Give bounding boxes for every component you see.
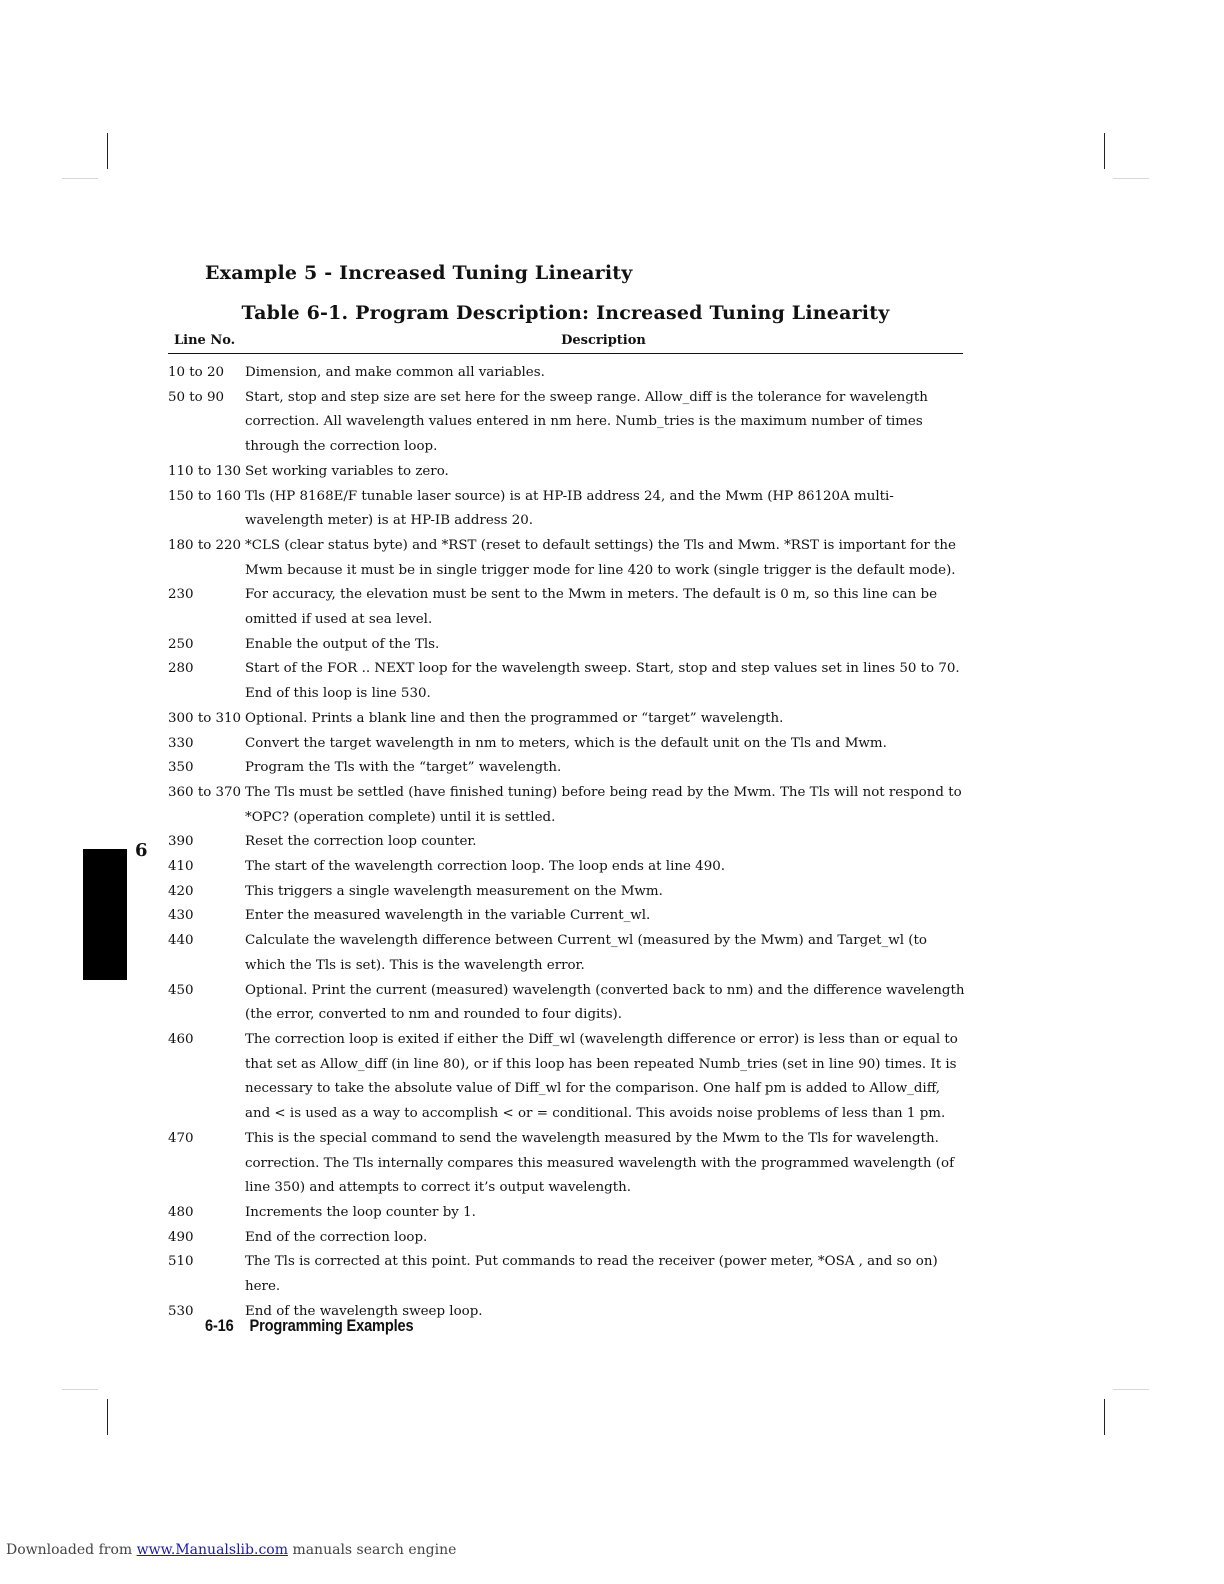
row-description: Tls (HP 8168E/F tunable laser source) is at HP-IB address 24, and the Mwm (HP 86120A multi-wavelength meter) is at HP-IB address 20. (245, 488, 894, 529)
row-description: Enable the output of the Tls. (245, 636, 440, 652)
table-header (168, 332, 963, 354)
row-description: The correction loop is exited if either the Diff_wl (wavelength difference or error) is less than or equal to that set as Allow_diff (in line 80), or if this loop has been repeated Numb_tries (set in line 90) times. It is necessary to take the absolute value of Diff_wl for the comparison. One half pm is added to Allow_diff, and < is used as a way to accomplish < or = conditional. This avoids noise problems of less than 1 pm. (245, 1031, 958, 1122)
row-line-no: 360 to 370 (168, 784, 242, 800)
row-line-no: 430 (168, 908, 194, 924)
table-row (168, 707, 968, 732)
row-description: Program the Tls with the “target” wavelength. (245, 760, 562, 776)
row-description: Enter the measured wavelength in the variable Current_wl. (245, 908, 651, 924)
row-line-no: 390 (168, 834, 194, 850)
crop-mark-bottom-left (107, 1399, 108, 1435)
row-line-no: 410 (168, 859, 194, 875)
row-line-no: 110 to 130 (168, 463, 242, 479)
row-line-no: 150 to 160 (168, 488, 242, 504)
row-description: Optional. Print the current (measured) wavelength (converted back to nm) and the difference wavelength (the error, converted to nm and rounded to four digits). (245, 982, 965, 1023)
crop-mark-bottom-left-h (62, 1389, 98, 1390)
row-line-no: 330 (168, 735, 194, 751)
crop-mark-top-left-h (62, 178, 98, 179)
manualslib-link[interactable]: www.Manualslib.com (136, 1542, 288, 1558)
page-footer (205, 1316, 413, 1336)
row-line-no: 250 (168, 636, 194, 652)
row-description: The Tls is corrected at this point. Put commands to read the receiver (power meter, *OSA , and so on) here. (245, 1254, 938, 1295)
row-line-no: 440 (168, 933, 194, 949)
row-description: Increments the loop counter by 1. (245, 1204, 476, 1220)
table-row (168, 855, 968, 880)
table-row (168, 534, 968, 583)
table-row (168, 460, 968, 485)
table-row (168, 929, 968, 978)
row-line-no: 50 to 90 (168, 389, 225, 405)
row-line-no: 450 (168, 982, 194, 998)
table-row (168, 732, 968, 757)
crop-mark-top-left (107, 133, 108, 169)
table-row (168, 583, 968, 632)
table-row (168, 1201, 968, 1226)
row-line-no: 10 to 20 (168, 365, 225, 380)
chapter-tab-number: 6 (135, 840, 148, 861)
row-line-no: 460 (168, 1031, 194, 1047)
table-caption: Table 6-1. Program Description: Increased Tuning Linearity (241, 302, 890, 324)
table-row (168, 1028, 968, 1127)
row-line-no: 350 (168, 760, 194, 776)
row-description: *CLS (clear status byte) and *RST (reset to default settings) the Tls and Mwm. *RST is important for the Mwm because it must be in single trigger mode for line 420 to work (single trigger is the default mode). (245, 537, 956, 578)
download-prefix: Downloaded from (6, 1542, 133, 1558)
crop-mark-bottom-right-h (1113, 1389, 1149, 1390)
crop-mark-top-right (1104, 133, 1105, 169)
row-description: Convert the target wavelength in nm to meters, which is the default unit on the Tls and Mwm. (245, 735, 887, 751)
row-description: Dimension, and make common all variables. (245, 365, 545, 380)
chapter-tab-marker (83, 849, 127, 980)
row-line-no: 180 to 220 (168, 537, 242, 553)
row-line-no: 530 (168, 1303, 194, 1319)
table-row (168, 1250, 968, 1299)
row-line-no: 420 (168, 883, 194, 899)
table-row (168, 880, 968, 905)
row-description: Calculate the wavelength difference between Current_wl (measured by the Mwm) and Target_wl (to which the Tls is set). This is the wavelength error. (245, 933, 927, 973)
row-description: Start, stop and step size are set here for the sweep range. Allow_diff is the tolerance for wavelength correction. All wavelength values entered in nm here. Numb_tries is the maximum number of times through the correction loop. (245, 389, 928, 455)
row-line-no: 470 (168, 1130, 194, 1146)
row-description: Start of the FOR .. NEXT loop for the wavelength sweep. Start, stop and step values set in lines 50 to 70. End of this loop is line 530. (245, 661, 960, 702)
row-description: End of the wavelength sweep loop. (245, 1303, 483, 1319)
row-description: End of the correction loop. (245, 1229, 428, 1245)
row-line-no: 300 to 310 (168, 710, 242, 726)
row-line-no: 510 (168, 1254, 194, 1270)
header-line-no: Line No. (174, 333, 236, 348)
row-description: The Tls must be settled (have finished tuning) before being read by the Mwm. The Tls will not respond to *OPC? (operation complete) until it is settled. (245, 784, 962, 825)
header-description: Description (561, 333, 646, 348)
row-description: This triggers a single wavelength measurement on the Mwm. (245, 883, 663, 899)
table-row (168, 904, 968, 929)
table-row (168, 485, 968, 534)
row-description: The start of the wavelength correction loop. The loop ends at line 490. (245, 859, 725, 875)
table-row (168, 756, 968, 781)
row-line-no: 490 (168, 1229, 194, 1245)
table-row (168, 386, 968, 460)
table-row (168, 781, 968, 830)
page-number: 6-16 (205, 1316, 234, 1335)
table-row (168, 657, 968, 706)
download-suffix: manuals search engine (292, 1542, 457, 1558)
row-line-no: 480 (168, 1204, 194, 1220)
row-description: This is the special command to send the wavelength measured by the Mwm to the Tls for wavelength. correction. The Tls internally compares this measured wavelength with the programmed wavelength (of line 350) and attempts to correct it’s output wavelength. (245, 1130, 955, 1196)
row-description: Set working variables to zero. (245, 463, 449, 479)
download-note (6, 1542, 456, 1558)
table-row (168, 633, 968, 658)
row-description: For accuracy, the elevation must be sent to the Mwm in meters. The default is 0 m, so this line can be omitted if used at sea level. (245, 587, 938, 628)
row-line-no: 230 (168, 587, 194, 603)
footer-title: Programming Examples (249, 1316, 414, 1335)
table-row (168, 979, 968, 1028)
crop-mark-bottom-right (1104, 1399, 1105, 1435)
section-title: Example 5 - Increased Tuning Linearity (205, 262, 633, 284)
program-description-table (168, 361, 968, 1324)
row-description: Optional. Prints a blank line and then the programmed or “target” wavelength. (245, 710, 784, 726)
table-row (168, 1226, 968, 1251)
table-row (168, 1127, 968, 1201)
table-row (168, 361, 968, 386)
crop-mark-top-right-h (1113, 178, 1149, 179)
table-row (168, 830, 968, 855)
row-line-no: 280 (168, 661, 194, 677)
row-description: Reset the correction loop counter. (245, 834, 477, 850)
